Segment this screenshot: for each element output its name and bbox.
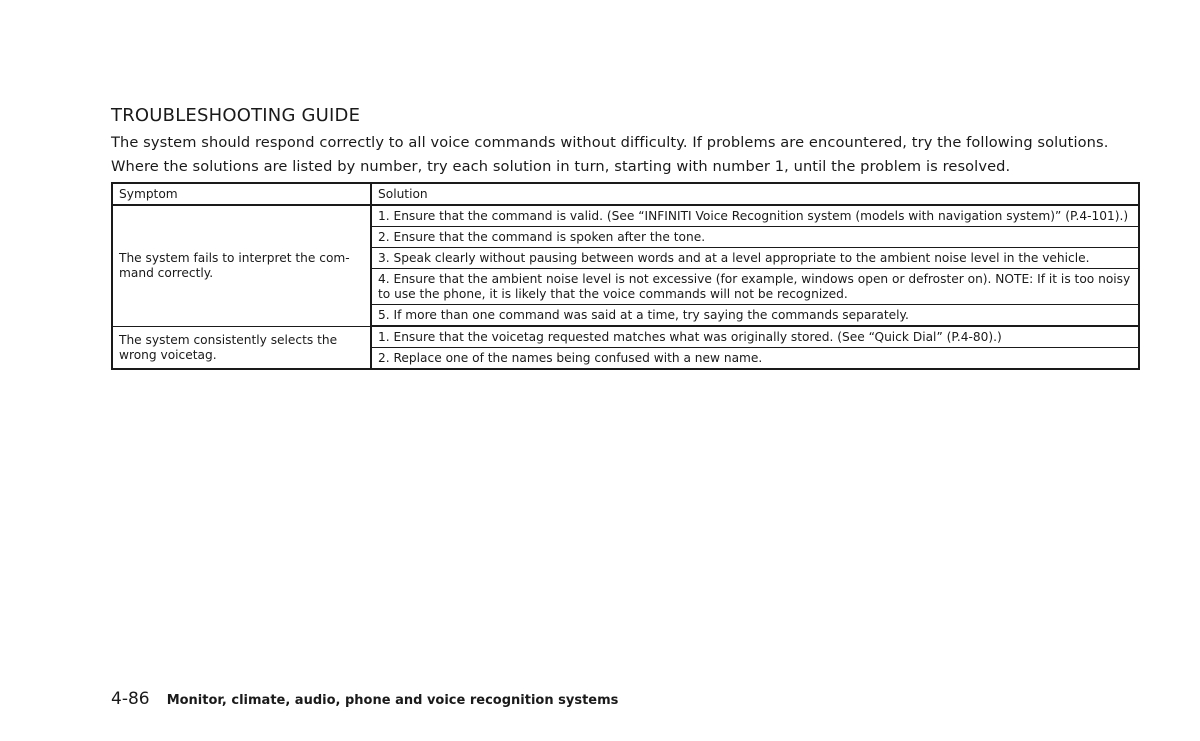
solution-cell: 2. Replace one of the names being confused with a new name.	[371, 348, 1139, 370]
chapter-title: Monitor, climate, audio, phone and voice recognition systems	[166, 693, 619, 708]
page-number: 4-86	[111, 689, 150, 709]
solution-cell: 3. Speak clearly without pausing between words and at a level appropriate to the ambient noise level in the vehicle.	[371, 248, 1139, 269]
symptom-cell: The system consistently selects the wrong voicetag.	[112, 326, 371, 369]
solution-cell: 2. Ensure that the command is spoken after the tone.	[371, 227, 1139, 248]
intro-text	[111, 131, 1151, 179]
section-title: TROUBLESHOOTING GUIDE	[111, 105, 361, 126]
solution-cell: 1. Ensure that the command is valid. (See “INFINITI Voice Recognition system (models with navigation system)” (P.4-101).)	[371, 205, 1139, 227]
table-header-row	[112, 183, 1139, 205]
table-row	[112, 326, 1139, 348]
header-solution: Solution	[371, 183, 1139, 205]
page-footer	[111, 689, 618, 709]
solution-cell: 4. Ensure that the ambient noise level is not excessive (for example, windows open or defroster on). NOTE: If it is too noisy to use the phone, it is likely that the voice commands will not be recognized.	[371, 269, 1139, 305]
intro-line-1: The system should respond correctly to all voice commands without difficulty. If problems are encountered, try the following solutions.	[111, 134, 1109, 151]
intro-line-2: Where the solutions are listed by number, try each solution in turn, starting with number 1, until the problem is resolved.	[111, 158, 1011, 175]
solution-cell: 1. Ensure that the voicetag requested matches what was originally stored. (See “Quick Dial” (P.4-80).)	[371, 326, 1139, 348]
table-row	[112, 205, 1139, 227]
troubleshooting-table	[111, 182, 1140, 370]
symptom-cell: The system fails to interpret the com- mand correctly.	[112, 205, 371, 326]
header-symptom: Symptom	[112, 183, 371, 205]
solution-cell: 5. If more than one command was said at a time, try saying the commands separately.	[371, 305, 1139, 327]
